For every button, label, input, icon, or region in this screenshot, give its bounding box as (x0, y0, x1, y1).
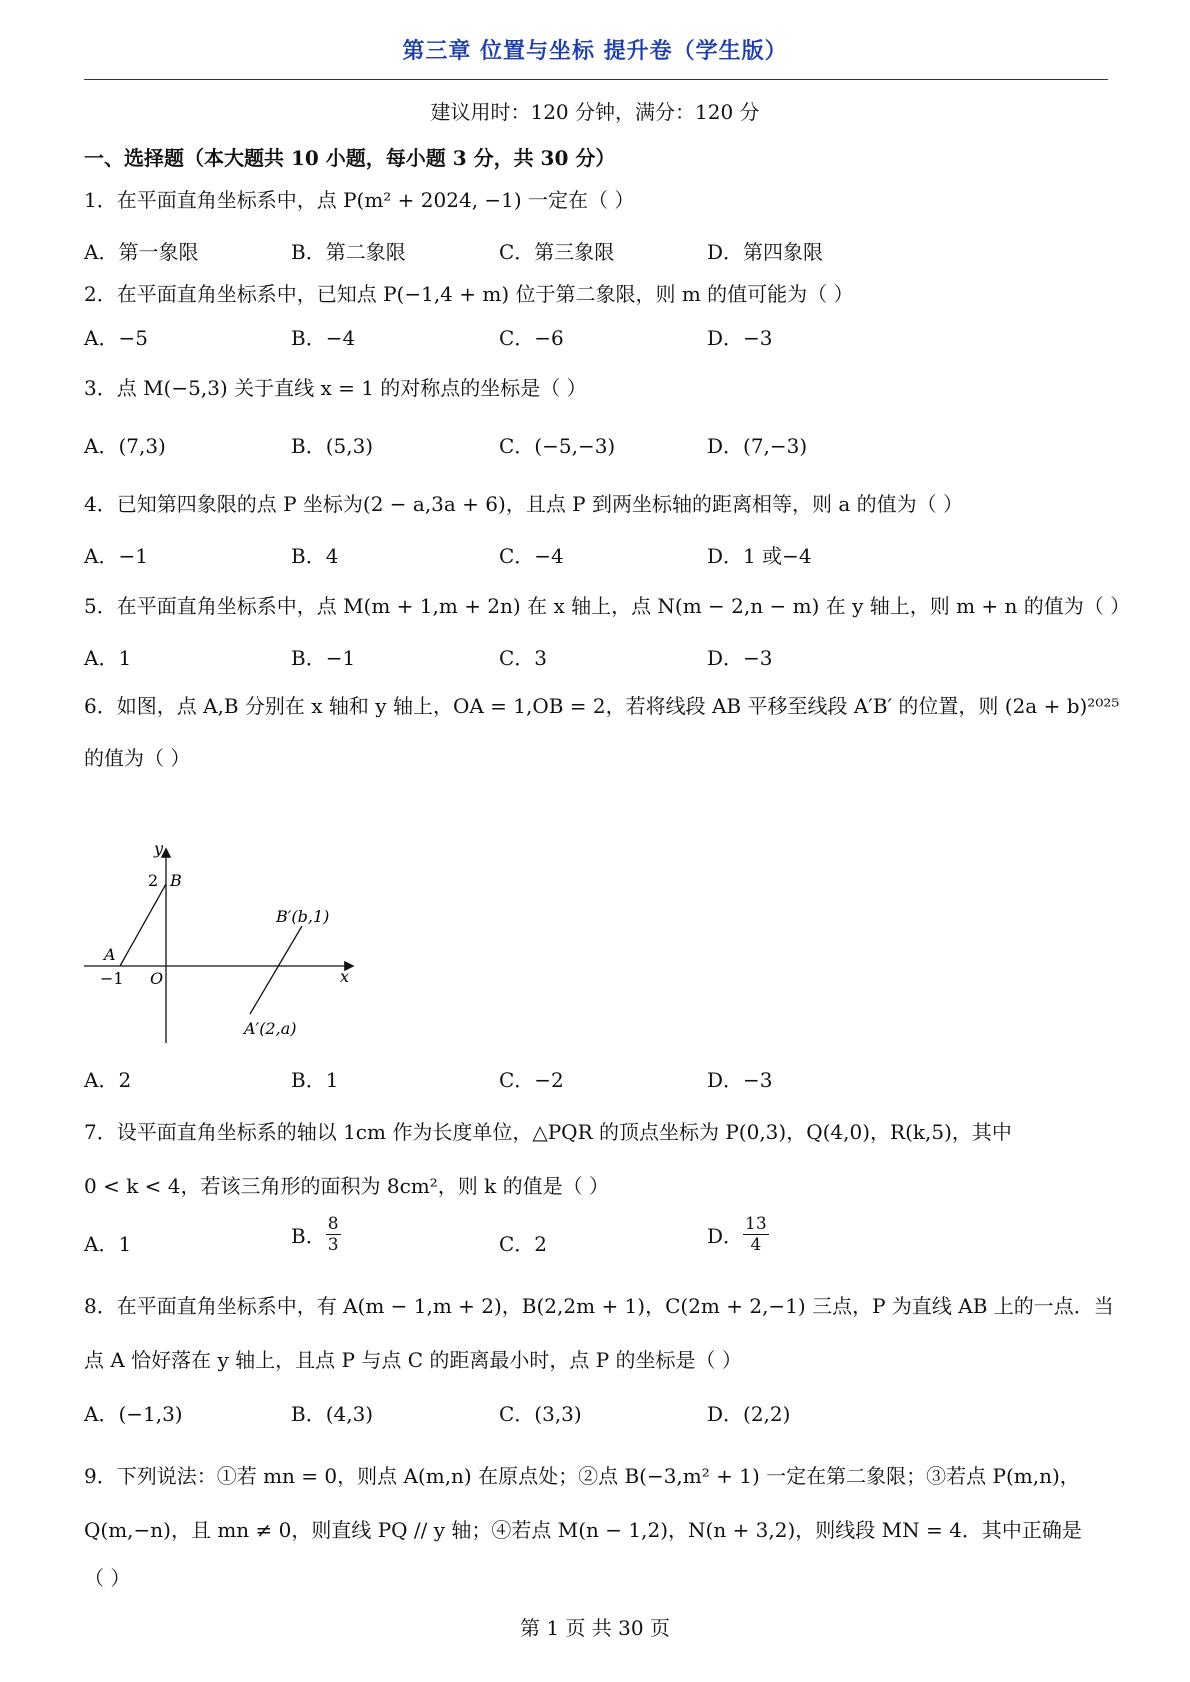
q4-option-a: A．−1 (84, 544, 148, 568)
fraction-denominator: 3 (327, 1235, 339, 1255)
q7-option-d-fraction (743, 1214, 769, 1255)
q3-option-c: C．(−5,−3) (499, 434, 616, 458)
question-5-stem: 5．在平面直角坐标系中，点 M(m + 1,m + 2n) 在 x 轴上，点 N(m − 2,n − m) 在 y 轴上，则 m + n 的值为（ ） (84, 594, 1131, 618)
q5-option-b: B．−1 (291, 646, 356, 670)
question-7-stem-cont: 0 < k < 4，若该三角形的面积为 8cm²，则 k 的值是（ ） (84, 1174, 609, 1198)
q6-coordinate-figure (84, 838, 364, 1048)
q5-option-c: C．3 (499, 646, 548, 670)
q8-option-a: A．(−1,3) (84, 1402, 183, 1426)
header-divider (84, 79, 1108, 80)
q7-option-a: A．1 (84, 1232, 132, 1256)
question-7-stem: 7．设平面直角坐标系的轴以 1cm 作为长度单位，△PQR 的顶点坐标为 P(0,3)，Q(4,0)，R(k,5)，其中 (84, 1120, 1012, 1144)
y-axis-label: y (154, 839, 164, 858)
q7-option-c: C．2 (499, 1232, 548, 1256)
q6-option-b: B．1 (291, 1068, 339, 1092)
q7-option-b (291, 1214, 341, 1255)
question-9-stem-cont-2: （ ） (84, 1566, 131, 1590)
q5-option-d: D．−3 (707, 646, 773, 670)
question-2-stem: 2．在平面直角坐标系中，已知点 P(−1,4 + m) 位于第二象限，则 m 的值可能为（ ） (84, 282, 854, 306)
q8-option-b: B．(4,3) (291, 1402, 374, 1426)
q6-option-c: C．−2 (499, 1068, 564, 1092)
origin-label: O (150, 969, 164, 988)
fraction-numerator: 13 (745, 1214, 767, 1234)
question-9-stem: 9．下列说法：①若 mn = 0，则点 A(m,n) 在原点处；②点 B(−3,m² + 1) 一定在第二象限；③若点 P(m,n)， (84, 1464, 1080, 1488)
q3-option-d: D．(7,−3) (707, 434, 808, 458)
q3-option-b: B．(5,3) (291, 434, 374, 458)
x-axis-label: x (340, 967, 350, 986)
question-8-stem-cont: 点 A 恰好落在 y 轴上，且点 P 与点 C 的距离最小时，点 P 的坐标是（ ） (84, 1348, 742, 1372)
q7-option-b-fraction (326, 1214, 341, 1255)
q1-option-a: A．第一象限 (84, 240, 199, 264)
q7-option-b-label: B． (291, 1224, 326, 1248)
fraction-denominator: 4 (750, 1235, 762, 1255)
q5-option-a: A．1 (84, 646, 132, 670)
question-9-stem-cont: Q(m,−n)，且 mn ≠ 0，则直线 PQ // y 轴；④若点 M(n − 1,2)，N(n + 3,2)，则线段 MN = 4．其中正确是 (84, 1518, 1082, 1542)
q4-option-c: C．−4 (499, 544, 564, 568)
fraction-numerator: 8 (327, 1214, 339, 1234)
q8-option-d: D．(2,2) (707, 1402, 791, 1426)
point-a-value: −1 (100, 969, 124, 988)
question-3-stem: 3．点 M(−5,3) 关于直线 x = 1 的对称点的坐标是（ ） (84, 376, 587, 400)
q3-option-a: A．(7,3) (84, 434, 166, 458)
q2-option-c: C．−6 (499, 326, 564, 350)
point-b-prime-label: B′(b,1) (276, 907, 330, 926)
point-a-prime-label: A′(2,a) (244, 1019, 297, 1038)
q2-option-d: D．−3 (707, 326, 773, 350)
question-6-stem-cont: 的值为（ ） (84, 746, 191, 770)
q7-option-d-label: D． (707, 1224, 744, 1248)
q4-option-d: D．1 或−4 (707, 544, 812, 568)
q2-option-a: A．−5 (84, 326, 148, 350)
q2-option-b: B．−4 (291, 326, 356, 350)
point-a-label: A (104, 945, 116, 964)
question-8-stem: 8．在平面直角坐标系中，有 A(m − 1,m + 2)，B(2,2m + 1)，C(2m + 2,−1) 三点，P 为直线 AB 上的一点．当 (84, 1294, 1114, 1318)
q6-option-d: D．−3 (707, 1068, 773, 1092)
time-info: 建议用时：120 分钟，满分：120 分 (430, 100, 760, 124)
question-6-stem: 6．如图，点 A,B 分别在 x 轴和 y 轴上，OA = 1,OB = 2，若将线段 AB 平移至线段 A′B′ 的位置，则 (2a + b)²⁰²⁵ (84, 694, 1120, 718)
document-title: 第三章 位置与坐标 提升卷（学生版） (402, 38, 788, 64)
q4-option-b: B．4 (291, 544, 339, 568)
section-heading: 一、选择题（本大题共 10 小题，每小题 3 分，共 30 分） (84, 146, 616, 170)
question-4-stem: 4．已知第四象限的点 P 坐标为(2 − a,3a + 6)，且点 P 到两坐标轴的距离相等，则 a 的值为（ ） (84, 492, 963, 516)
q1-option-b: B．第二象限 (291, 240, 406, 264)
point-b-value: 2 (148, 871, 159, 890)
segment-a-prime-b-prime (250, 926, 302, 1014)
q7-option-d (707, 1214, 769, 1255)
question-1-stem: 1．在平面直角坐标系中，点 P(m² + 2024, −1) 一定在（ ） (84, 188, 635, 212)
q1-option-c: C．第三象限 (499, 240, 615, 264)
segment-ab (120, 884, 166, 966)
q8-option-c: C．(3,3) (499, 1402, 582, 1426)
q6-option-a: A．2 (84, 1068, 132, 1092)
point-b-label: B (170, 871, 182, 890)
q1-option-d: D．第四象限 (707, 240, 824, 264)
page-number: 第 1 页 共 30 页 (520, 1616, 670, 1640)
